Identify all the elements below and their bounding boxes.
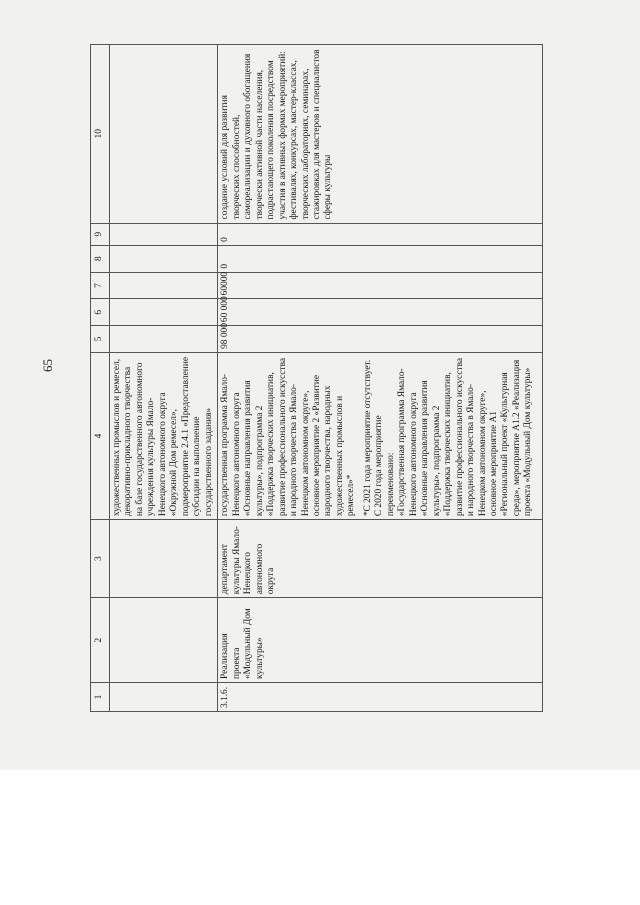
program-table [90, 44, 543, 712]
program-note: *С 2021 года мероприятие отсутствует. [362, 359, 373, 517]
cell-value [110, 272, 218, 299]
header-cell: 4 [91, 352, 110, 519]
cell-executor [110, 520, 218, 598]
rotated-table-container [90, 44, 534, 712]
cell-program-continued: художественных промыслов и ремесел, декоративно-прикладного творчества на базе государственного автономного учреждения культуры Ямало-Ненецкого автономного округа «Окружной Дом ремесел», подмероприятие 2.4.1 «Предоставление субсидии на выполнение государственного задания» [110, 352, 218, 519]
cell-value [110, 223, 218, 245]
table-row-continued [110, 45, 218, 712]
cell-value-8: 0 [218, 245, 543, 272]
program-text: государственная программа Ямало-Ненецкого автономного округа «Основные направления развития культуры», подпрограмма 2 «Поддержка творческих инициатив, развитие профессионального искусства и народного творчества в Ямало-Ненецком автономном округе», основное мероприятие 2 «Развитие народного творчества, народных художественных промыслов и ремесел»* [220, 357, 357, 517]
cell-result [110, 45, 218, 224]
cell-value-6: 60 000 [218, 299, 543, 326]
header-cell: 7 [91, 272, 110, 299]
header-cell: 2 [91, 598, 110, 683]
header-cell: 3 [91, 520, 110, 598]
program-note: С 2020 года мероприятие переименовано: [374, 415, 396, 517]
header-cell: 5 [91, 326, 110, 353]
cell-program [218, 352, 543, 519]
header-cell: 9 [91, 223, 110, 245]
cell-value-9: 0 [218, 223, 543, 245]
cell-value [110, 299, 218, 326]
cell-num [110, 683, 218, 712]
cell-result: создание условий для развития творческих способностей, самореализации и духовного обогащения творчески активной части населения, подрастающего поколения посредством участия в активных формах мероприятий: фестивалях, конкурсах, мастер-классах, творческих лабораториях, семинарах, стажировках для мастеров и специалистов сферы культуры [218, 45, 543, 224]
cell-value [110, 245, 218, 272]
program-text: «Государственная программа Ямало-Ненецкого автономного округа «Основные направления развития культуры», подпрограмма 2 «Поддержка творческих инициатив, развитие профессионального искусства и народного творчества в Ямало-Ненецком автономном округе», основное мероприятие А1 «Региональный проект «Культурная среда», мероприятие А1.2 «Реализация проекта «Модульный Дом культуры» [397, 357, 534, 517]
cell-name: Реализация проекта «Модульный Дом культуры» [218, 598, 543, 683]
table-row [218, 45, 543, 712]
header-cell: 1 [91, 683, 110, 712]
header-cell: 8 [91, 245, 110, 272]
cell-value-7: 60000 [218, 272, 543, 299]
header-cell: 6 [91, 299, 110, 326]
cell-value-5: 98 000 [218, 326, 543, 353]
cell-value [110, 326, 218, 353]
cell-name [110, 598, 218, 683]
page-number: 65 [40, 359, 55, 372]
header-cell: 10 [91, 45, 110, 224]
cell-executor: департамент культуры Ямало-Ненецкого автономного округа [218, 520, 543, 598]
cell-num: 3.1.6. [218, 683, 543, 712]
header-row [91, 45, 110, 712]
